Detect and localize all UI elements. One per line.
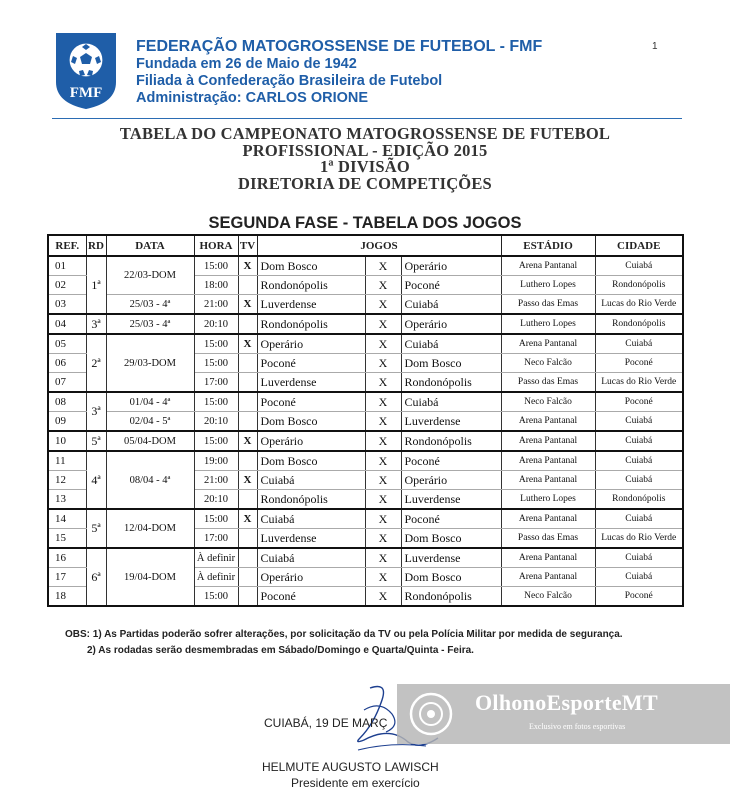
stadium-cell: Neco Falcão bbox=[501, 392, 595, 412]
time-cell: 18:00 bbox=[194, 276, 238, 295]
table-header-row bbox=[48, 235, 683, 256]
city-cell: Lucas do Rio Verde bbox=[595, 373, 683, 393]
round-cell: 6ª bbox=[86, 548, 106, 606]
tv-cell bbox=[238, 373, 257, 393]
table-row bbox=[48, 431, 683, 451]
games-table bbox=[47, 234, 684, 607]
versus-cell: X bbox=[365, 490, 401, 510]
notes bbox=[65, 628, 670, 658]
home-team-cell: Cuiabá bbox=[257, 548, 365, 568]
table-row bbox=[48, 548, 683, 568]
versus-cell: X bbox=[365, 471, 401, 490]
home-team-cell: Luverdense bbox=[257, 373, 365, 393]
versus-cell: X bbox=[365, 276, 401, 295]
away-team-cell: Rondonópolis bbox=[401, 373, 501, 393]
ref-cell: 15 bbox=[48, 529, 86, 549]
ref-cell: 12 bbox=[48, 471, 86, 490]
title-line-4: DIRETORIA DE COMPETIÇÕES bbox=[238, 173, 492, 193]
note-2: 2) As rodadas serão desmembradas em Sábado/Domingo e Quarta/Quinta - Feira. bbox=[87, 645, 474, 656]
city-cell: Lucas do Rio Verde bbox=[595, 529, 683, 549]
away-team-cell: Poconé bbox=[401, 451, 501, 471]
ref-cell: 17 bbox=[48, 568, 86, 587]
date-cell: 25/03 - 4ª bbox=[106, 295, 194, 315]
versus-cell: X bbox=[365, 354, 401, 373]
round-cell: 2ª bbox=[86, 334, 106, 392]
away-team-cell: Poconé bbox=[401, 509, 501, 529]
home-team-cell: Cuiabá bbox=[257, 471, 365, 490]
away-team-cell: Dom Bosco bbox=[401, 568, 501, 587]
date-cell: 19/04-DOM bbox=[106, 548, 194, 606]
versus-cell: X bbox=[365, 295, 401, 315]
tv-cell bbox=[238, 392, 257, 412]
ref-cell: 13 bbox=[48, 490, 86, 510]
stadium-cell: Passo das Emas bbox=[501, 373, 595, 393]
time-cell: 15:00 bbox=[194, 431, 238, 451]
away-team-cell: Luverdense bbox=[401, 490, 501, 510]
logo-text: FMF bbox=[69, 85, 103, 101]
away-team-cell: Operário bbox=[401, 314, 501, 334]
time-cell: 20:10 bbox=[194, 490, 238, 510]
home-team-cell: Poconé bbox=[257, 392, 365, 412]
home-team-cell: Dom Bosco bbox=[257, 412, 365, 432]
federation-header bbox=[136, 37, 542, 107]
home-team-cell: Operário bbox=[257, 568, 365, 587]
away-team-cell: Rondonópolis bbox=[401, 587, 501, 607]
stadium-cell: Arena Pantanal bbox=[501, 334, 595, 354]
versus-cell: X bbox=[365, 568, 401, 587]
note-1: OBS: 1) As Partidas poderão sofrer alterações, por solicitação da TV ou pela Polícia Militar por medida de segurança. bbox=[65, 629, 623, 640]
stadium-cell: Arena Pantanal bbox=[501, 412, 595, 432]
table-row bbox=[48, 509, 683, 529]
versus-cell: X bbox=[365, 431, 401, 451]
date-cell: 01/04 - 4ª bbox=[106, 392, 194, 412]
away-team-cell: Cuiabá bbox=[401, 392, 501, 412]
table-row bbox=[48, 256, 683, 276]
time-cell: À definir bbox=[194, 548, 238, 568]
home-team-cell: Rondonópolis bbox=[257, 276, 365, 295]
home-team-cell: Luverdense bbox=[257, 529, 365, 549]
table-row bbox=[48, 392, 683, 412]
tv-cell bbox=[238, 354, 257, 373]
time-cell: 15:00 bbox=[194, 334, 238, 354]
watermark-subtitle: Exclusivo em fotos esportivas bbox=[529, 722, 626, 731]
city-cell: Lucas do Rio Verde bbox=[595, 295, 683, 315]
tv-cell: X bbox=[238, 471, 257, 490]
signatory-name: HELMUTE AUGUSTO LAWISCH bbox=[262, 760, 439, 774]
ref-cell: 01 bbox=[48, 256, 86, 276]
founded-line: Fundada em 26 de Maio de 1942 bbox=[136, 56, 357, 72]
versus-cell: X bbox=[365, 587, 401, 607]
phase-title: SEGUNDA FASE - TABELA DOS JOGOS bbox=[208, 214, 522, 232]
ref-cell: 16 bbox=[48, 548, 86, 568]
stadium-cell: Arena Pantanal bbox=[501, 471, 595, 490]
tv-cell: X bbox=[238, 431, 257, 451]
header-cidade: CIDADE bbox=[595, 235, 683, 256]
camera-lens-icon bbox=[409, 692, 453, 736]
away-team-cell: Cuiabá bbox=[401, 334, 501, 354]
ref-cell: 05 bbox=[48, 334, 86, 354]
table-row bbox=[48, 451, 683, 471]
table-row bbox=[48, 314, 683, 334]
time-cell: 20:10 bbox=[194, 412, 238, 432]
versus-cell: X bbox=[365, 529, 401, 549]
home-team-cell: Dom Bosco bbox=[257, 256, 365, 276]
time-cell: 21:00 bbox=[194, 471, 238, 490]
header-tv: TV bbox=[238, 235, 257, 256]
tv-cell: X bbox=[238, 295, 257, 315]
home-team-cell: Cuiabá bbox=[257, 509, 365, 529]
games-table-body bbox=[48, 256, 683, 606]
away-team-cell: Dom Bosco bbox=[401, 529, 501, 549]
stadium-cell: Arena Pantanal bbox=[501, 509, 595, 529]
city-cell: Cuiabá bbox=[595, 471, 683, 490]
time-cell: 19:00 bbox=[194, 451, 238, 471]
table-row bbox=[48, 334, 683, 354]
city-cell: Cuiabá bbox=[595, 334, 683, 354]
ref-cell: 10 bbox=[48, 431, 86, 451]
versus-cell: X bbox=[365, 509, 401, 529]
home-team-cell: Operário bbox=[257, 334, 365, 354]
title-line-1: TABELA DO CAMPEONATO MATOGROSSENSE DE FUTEBOL bbox=[119, 124, 611, 143]
away-team-cell: Rondonópolis bbox=[401, 431, 501, 451]
away-team-cell: Operário bbox=[401, 256, 501, 276]
city-cell: Cuiabá bbox=[595, 568, 683, 587]
tv-cell: X bbox=[238, 509, 257, 529]
ref-cell: 18 bbox=[48, 587, 86, 607]
header-rd: RD bbox=[86, 235, 106, 256]
versus-cell: X bbox=[365, 334, 401, 354]
signature-place-date: CUIABÁ, 19 DE MARÇ bbox=[264, 716, 388, 730]
watermark-banner bbox=[397, 684, 730, 744]
away-team-cell: Dom Bosco bbox=[401, 354, 501, 373]
time-cell: 15:00 bbox=[194, 392, 238, 412]
tv-cell bbox=[238, 529, 257, 549]
date-cell: 05/04-DOM bbox=[106, 431, 194, 451]
away-team-cell: Luverdense bbox=[401, 412, 501, 432]
city-cell: Poconé bbox=[595, 587, 683, 607]
tv-cell bbox=[238, 490, 257, 510]
table-row bbox=[48, 295, 683, 315]
round-cell: 4ª bbox=[86, 451, 106, 509]
city-cell: Cuiabá bbox=[595, 256, 683, 276]
stadium-cell: Luthero Lopes bbox=[501, 276, 595, 295]
stadium-cell: Arena Pantanal bbox=[501, 451, 595, 471]
document-titles bbox=[0, 126, 730, 192]
stadium-cell: Arena Pantanal bbox=[501, 568, 595, 587]
versus-cell: X bbox=[365, 412, 401, 432]
tv-cell bbox=[238, 451, 257, 471]
time-cell: 15:00 bbox=[194, 587, 238, 607]
round-cell: 1ª bbox=[86, 256, 106, 314]
versus-cell: X bbox=[365, 548, 401, 568]
ref-cell: 03 bbox=[48, 295, 86, 315]
header-ref: REF. bbox=[48, 235, 86, 256]
versus-cell: X bbox=[365, 392, 401, 412]
ref-cell: 02 bbox=[48, 276, 86, 295]
ref-cell: 06 bbox=[48, 354, 86, 373]
stadium-cell: Luthero Lopes bbox=[501, 490, 595, 510]
tv-cell bbox=[238, 314, 257, 334]
header-jogos: JOGOS bbox=[257, 235, 501, 256]
stadium-cell: Neco Falcão bbox=[501, 354, 595, 373]
round-cell: 5ª bbox=[86, 509, 106, 548]
header-divider bbox=[52, 118, 682, 119]
ref-cell: 07 bbox=[48, 373, 86, 393]
header-estadio: ESTÁDIO bbox=[501, 235, 595, 256]
ref-cell: 11 bbox=[48, 451, 86, 471]
date-cell: 02/04 - 5ª bbox=[106, 412, 194, 432]
ref-cell: 09 bbox=[48, 412, 86, 432]
city-cell: Cuiabá bbox=[595, 548, 683, 568]
stadium-cell: Luthero Lopes bbox=[501, 314, 595, 334]
round-cell: 3ª bbox=[86, 392, 106, 431]
tv-cell bbox=[238, 568, 257, 587]
city-cell: Rondonópolis bbox=[595, 490, 683, 510]
round-cell: 3ª bbox=[86, 314, 106, 334]
tv-cell: X bbox=[238, 256, 257, 276]
stadium-cell: Passo das Emas bbox=[501, 529, 595, 549]
away-team-cell: Cuiabá bbox=[401, 295, 501, 315]
date-cell: 08/04 - 4ª bbox=[106, 451, 194, 509]
ref-cell: 04 bbox=[48, 314, 86, 334]
versus-cell: X bbox=[365, 373, 401, 393]
stadium-cell: Neco Falcão bbox=[501, 587, 595, 607]
time-cell: 20:10 bbox=[194, 314, 238, 334]
tv-cell bbox=[238, 587, 257, 607]
watermark-title: OlhonoEsporteMT bbox=[475, 690, 658, 715]
ref-cell: 08 bbox=[48, 392, 86, 412]
fmf-logo-icon bbox=[53, 30, 119, 110]
header-data: DATA bbox=[106, 235, 194, 256]
time-cell: 17:00 bbox=[194, 529, 238, 549]
stadium-cell: Arena Pantanal bbox=[501, 431, 595, 451]
stadium-cell: Passo das Emas bbox=[501, 295, 595, 315]
time-cell: À definir bbox=[194, 568, 238, 587]
date-cell: 29/03-DOM bbox=[106, 334, 194, 392]
date-cell: 25/03 - 4ª bbox=[106, 314, 194, 334]
city-cell: Cuiabá bbox=[595, 451, 683, 471]
time-cell: 15:00 bbox=[194, 354, 238, 373]
administration-line: Administração: CARLOS ORIONE bbox=[136, 90, 369, 106]
federation-name: FEDERAÇÃO MATOGROSSENSE DE FUTEBOL - FMF bbox=[136, 38, 543, 55]
affiliation-line: Filiada à Confederação Brasileira de Futebol bbox=[136, 73, 443, 89]
away-team-cell: Operário bbox=[401, 471, 501, 490]
tv-cell bbox=[238, 276, 257, 295]
city-cell: Cuiabá bbox=[595, 431, 683, 451]
header-hora: HORA bbox=[194, 235, 238, 256]
round-cell: 5ª bbox=[86, 431, 106, 451]
city-cell: Cuiabá bbox=[595, 412, 683, 432]
away-team-cell: Poconé bbox=[401, 276, 501, 295]
tv-cell: X bbox=[238, 334, 257, 354]
time-cell: 15:00 bbox=[194, 256, 238, 276]
versus-cell: X bbox=[365, 451, 401, 471]
versus-cell: X bbox=[365, 314, 401, 334]
time-cell: 17:00 bbox=[194, 373, 238, 393]
title-line-3: 1ª DIVISÃO bbox=[320, 157, 410, 176]
city-cell: Rondonópolis bbox=[595, 276, 683, 295]
ref-cell: 14 bbox=[48, 509, 86, 529]
tv-cell bbox=[238, 412, 257, 432]
home-team-cell: Poconé bbox=[257, 354, 365, 373]
time-cell: 15:00 bbox=[194, 509, 238, 529]
versus-cell: X bbox=[365, 256, 401, 276]
home-team-cell: Poconé bbox=[257, 587, 365, 607]
home-team-cell: Operário bbox=[257, 431, 365, 451]
stadium-cell: Arena Pantanal bbox=[501, 548, 595, 568]
home-team-cell: Rondonópolis bbox=[257, 490, 365, 510]
away-team-cell: Luverdense bbox=[401, 548, 501, 568]
stadium-cell: Arena Pantanal bbox=[501, 256, 595, 276]
signatory-role: Presidente em exercício bbox=[291, 776, 420, 790]
home-team-cell: Luverdense bbox=[257, 295, 365, 315]
home-team-cell: Dom Bosco bbox=[257, 451, 365, 471]
city-cell: Rondonópolis bbox=[595, 314, 683, 334]
time-cell: 21:00 bbox=[194, 295, 238, 315]
table-row bbox=[48, 412, 683, 432]
date-cell: 12/04-DOM bbox=[106, 509, 194, 548]
city-cell: Poconé bbox=[595, 354, 683, 373]
city-cell: Poconé bbox=[595, 392, 683, 412]
home-team-cell: Rondonópolis bbox=[257, 314, 365, 334]
title-line-2: PROFISSIONAL - EDIÇÃO 2015 bbox=[242, 140, 488, 160]
city-cell: Cuiabá bbox=[595, 509, 683, 529]
date-cell: 22/03-DOM bbox=[106, 256, 194, 295]
page-number: 1 bbox=[652, 41, 658, 52]
tv-cell bbox=[238, 548, 257, 568]
